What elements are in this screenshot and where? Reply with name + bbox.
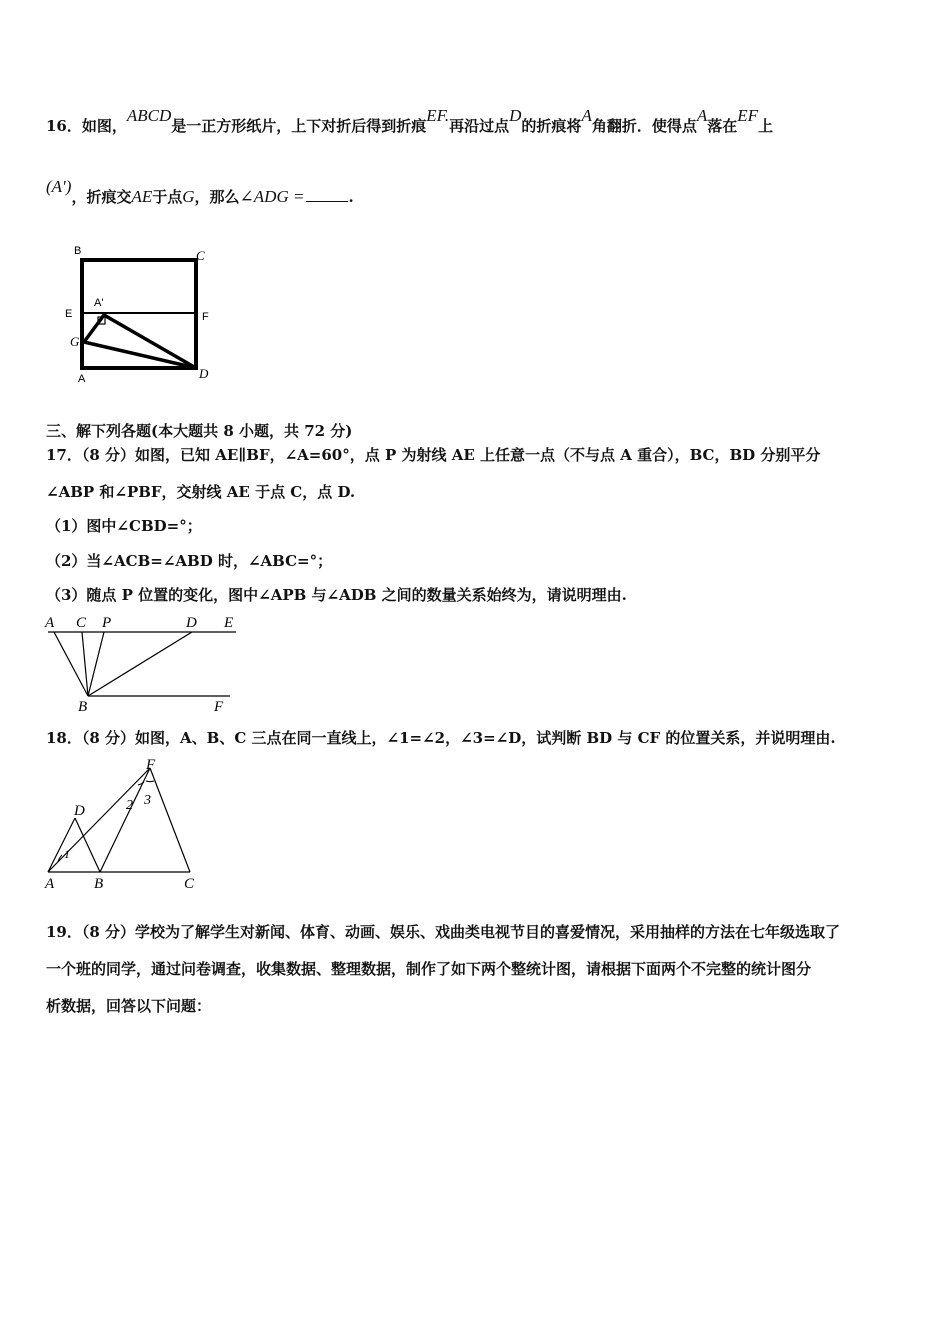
q16-math-ef2: EF (737, 106, 759, 125)
segment-db (75, 818, 100, 872)
q16-text: 如图， (81, 117, 127, 135)
label-b: B (94, 876, 104, 892)
answer-blank[interactable] (306, 187, 348, 202)
q18-figure (40, 755, 210, 895)
label-c: C (76, 615, 87, 631)
q16-math-abcd: ABCD (126, 106, 172, 125)
label-e: E (65, 308, 73, 320)
q17-line1: 17．（8 分）如图，已知 AE∥BF，∠A=60°，点 P 为射线 AE 上任意一点（不与点 A 重合），BC，BD 分别平分 (46, 446, 821, 464)
label-p: P (102, 615, 112, 631)
label-d: D (199, 366, 209, 381)
angle-label-1: 1 (64, 847, 70, 861)
q16-math-g: G (182, 187, 195, 206)
q16-text: ，那么 (194, 188, 240, 206)
q16-number: 16． (46, 117, 82, 135)
q16-text: 的折痕将 (521, 117, 582, 135)
q17-sub2: （2）当∠ACB=∠ABD 时，∠ABC=°； (46, 552, 333, 570)
angle-label-3: 3 (144, 793, 151, 808)
q17-sub1: （1）图中∠CBD=°； (46, 517, 202, 535)
q16-text: 于点 (152, 188, 183, 206)
q16-text: 是一正方形纸片，上下对折后得到折痕 (171, 117, 427, 135)
q16-math-d: D (509, 106, 522, 125)
segment-bd (88, 632, 192, 696)
q16-text: 上 (758, 117, 774, 135)
q16-figure (60, 240, 220, 390)
q16-text: 落在 (707, 117, 738, 135)
label-c: C (196, 248, 205, 263)
q18-line1: 18．（8 分）如图，A、B、C 三点在同一直线上，∠1=∠2，∠3=∠D，试判断 BD 与 CF 的位置关系，并说明理由. (46, 729, 836, 747)
q16-math-aprime: (A′) (46, 177, 72, 196)
q19-line3: 析数据，回答以下问题： (46, 997, 212, 1015)
q17-figure (40, 610, 250, 715)
label-a: A (78, 373, 86, 385)
label-d: D (186, 615, 197, 631)
q19-line1: 19．（8 分）学校为了解学生对新闻、体育、动画、娱乐、戏曲类电视节目的喜爱情况，采用抽样的方法在七年级选取了 (46, 923, 841, 941)
section3-heading: 三、解下列各题(本大题共 8 小题，共 72 分) (46, 422, 353, 440)
q16-line2 (46, 177, 354, 207)
label-b: B (78, 699, 88, 715)
angle-3-arc (146, 781, 154, 782)
fold-triangle (84, 315, 196, 368)
q16-text: 角翻折．使得点 (591, 117, 697, 135)
q17-sub3: （3）随点 P 位置的变化，图中∠APB 与∠ADB 之间的数量关系始终为，请说明理由. (46, 586, 627, 604)
label-f: F (214, 699, 224, 715)
q16-math-adg: ∠ADG = (239, 187, 305, 206)
q16-line1 (46, 106, 774, 136)
angle-label-2: 2 (126, 798, 133, 813)
q16-math-ef: EF. (426, 106, 450, 125)
q17-line2: ∠ABP 和∠PBF，交射线 AE 于点 C，点 D. (46, 483, 356, 501)
segment-ad (48, 818, 75, 872)
q16-math-ae: AE (131, 187, 153, 206)
segment-fc (150, 768, 190, 872)
q16-math-a2: A (696, 106, 708, 125)
q16-text: ，折痕交 (71, 188, 132, 206)
q16-math-a: A (581, 106, 592, 125)
q16-text: 再沿过点 (449, 117, 510, 135)
label-b: B (74, 245, 82, 257)
label-f: F (202, 311, 209, 323)
q16-text: . (348, 188, 354, 206)
label-f: F (146, 757, 156, 773)
label-a-prime: A' (94, 297, 104, 309)
segment-bp (88, 632, 104, 696)
label-c: C (184, 876, 195, 892)
label-d: D (74, 803, 85, 819)
label-a: A (45, 876, 55, 892)
label-g: G (70, 334, 80, 349)
q19-line2: 一个班的同学，通过问卷调查，收集数据、整理数据，制作了如下两个整统计图，请根据下面两个不完整的统计图分 (46, 960, 812, 978)
label-a: A (45, 615, 55, 631)
label-e: E (224, 615, 234, 631)
